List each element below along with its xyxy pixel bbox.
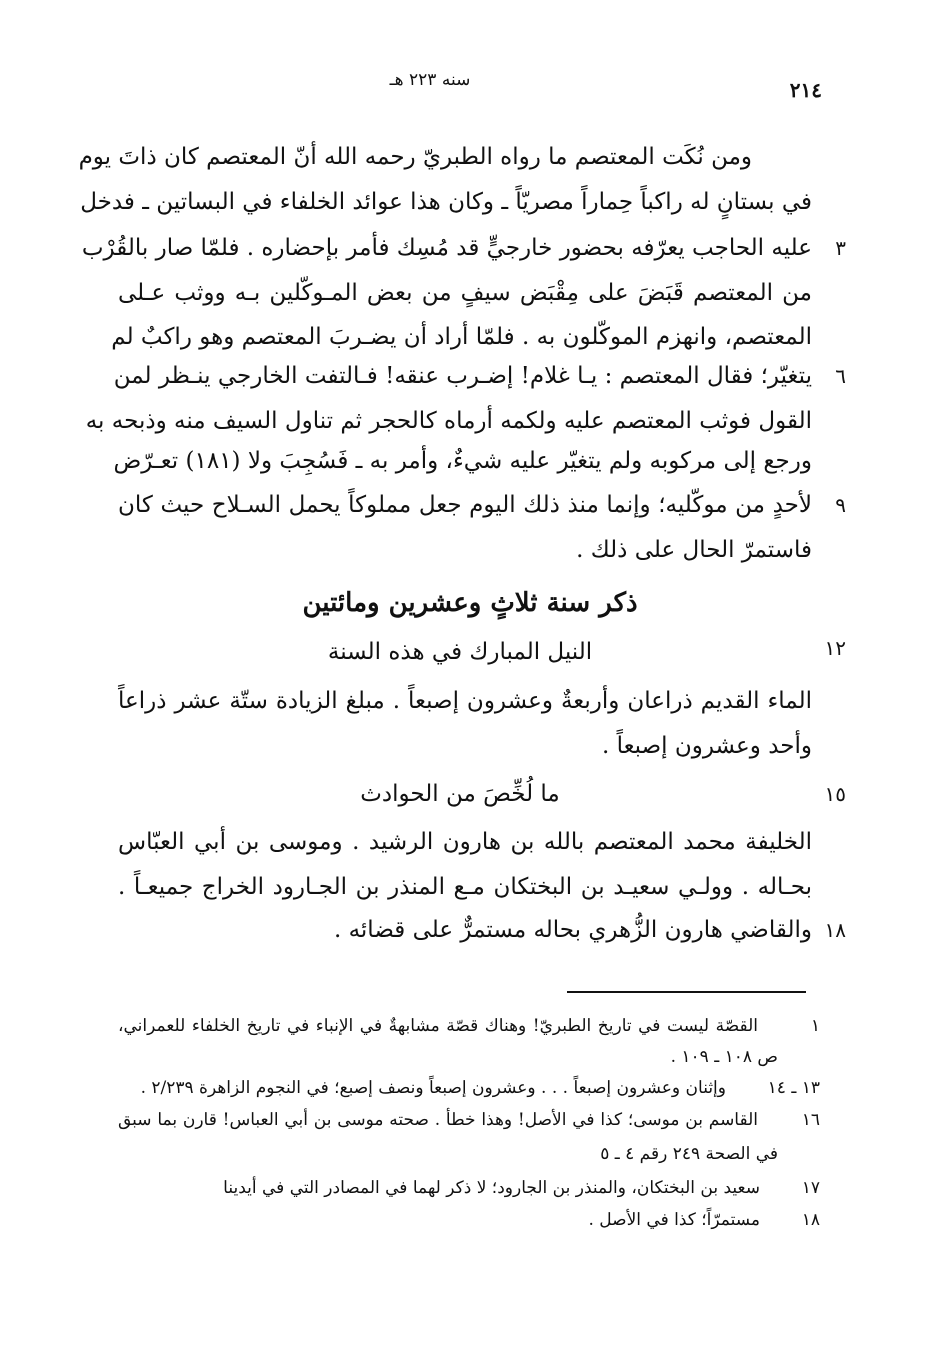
footnote-line: القاسم بن موسى؛ كذا في الأصل! وهذا خطأ . صحته موسى بن أبي العباس! قارن بما سبق	[118, 1110, 758, 1130]
body-line: في بستانٍ له راكباً حِماراً مصريّاً ـ وكان هذا عوائد الخلفاء في البساتين ـ فدخل	[80, 189, 812, 215]
footnote-line: القصّة ليست في تاريخ الطبريّ! وهناك قصّة مشابهةٌ في الإنباء في تاريخ الخلفاء للعمراني،	[118, 1016, 758, 1036]
body-line: المعتصم، وانهزم الموكّلون به . فلمّا أراد أن يضـربَ المعتصم وهو راكبٌ لم	[111, 324, 812, 350]
events-line: والقاضي هارون الزُّهري بحاله مستمرٌّ على قضائه .	[333, 917, 812, 943]
footnote-number: ١٦	[801, 1110, 820, 1130]
line-number: ١٥	[824, 782, 846, 806]
footnote-number: ١	[810, 1016, 820, 1036]
body-line: عليه الحاجب يعرّفه بحضور خارجيٍّ قد مُسِك فأمر بإحضاره . فلمّا صار بالقُرْب	[81, 235, 812, 261]
line-number: ١٢	[824, 636, 846, 660]
footnote-line: سعيد بن البختكان، والمنذر بن الجارود؛ لا ذكر لهما في المصادر التي في أيدينا	[223, 1178, 760, 1198]
body-line: ورجع إلى مركوبه ولم يتغيّر عليه شيءٌ، وأمر به ـ فَسُجِبَ ولا (١٨١) تعـرّض	[113, 448, 812, 474]
body-line: القول فوثب المعتصم عليه ولكمه أرماه كالحجر ثم تناول السيف منه وذبحه به	[85, 408, 812, 434]
body-line: يتغيّر؛ فقال المعتصم : يـا غلام! إضـرب عنقه! فـالتفت الخارجي ينـظر لمن	[113, 363, 812, 389]
body-line: لأحدٍ من موكّليه؛ وإنما منذ ذلك اليوم جعل مملوكاً يحمل السـلاح حيث كان	[118, 492, 812, 518]
line-number: ٩	[835, 493, 846, 517]
footnote-number: ١٧	[801, 1178, 820, 1198]
running-header-title: سنه ٢٢٣ هـ	[389, 70, 471, 90]
subheading-nile: النيل المبارك في هذه السنة	[327, 639, 593, 665]
nile-line: الماء القديم ذراعان وأربعةٌ وعشرون إصبعاً . مبلغ الزيادة ستّة عشر ذراعاً	[118, 688, 812, 714]
page-number: ٢١٤	[789, 78, 822, 102]
footnote-line: في الصحة ٢٤٩ رقم ٤ ـ ٥	[600, 1144, 778, 1164]
body-line: فاستمرّ الحال على ذلك .	[576, 537, 812, 563]
events-line: بحـاله . وولـي سعيـد بن البختكان مـع المنذر بن الجـارود الخراج جميعـاً .	[118, 874, 812, 900]
nile-line: وأحد وعشرون إصبعاً .	[601, 733, 812, 759]
subheading-events: ما لُخِّصَ من الحوادث	[360, 781, 560, 807]
body-line: ومن نُكَت المعتصم ما رواه الطبريّ رحمه الله أنّ المعتصم كان ذاتَ يوم	[78, 144, 752, 170]
footnote-line: ص ١٠٨ ـ ١٠٩ .	[670, 1047, 778, 1067]
footnote-rule	[567, 991, 806, 993]
line-number: ١٨	[824, 918, 846, 942]
body-line: من المعتصم قَبَضَ على مِقْبَض سيفٍ من بعض المـوكّلين بـه ووثب عـلى	[118, 280, 812, 306]
line-number: ٦	[835, 364, 846, 388]
events-line: الخليفة محمد المعتصم بالله بن هارون الرشيد . وموسى بن أبي العبّاس	[118, 829, 812, 855]
line-number: ٣	[835, 236, 846, 260]
section-heading: ذكر سنة ثلاثٍ وعشرين ومائتين	[302, 588, 638, 618]
footnote-number: ١٣ ـ ١٤	[767, 1078, 820, 1098]
footnote-line: مستمرّاً؛ كذا في الأصل .	[588, 1210, 760, 1230]
footnote-line: وإثنان وعشرون إصبعاً . . . وعشرون إصبعاً ونصف إصبع؛ في النجوم الزاهرة ٢/٢٣٩ .	[140, 1078, 726, 1098]
footnote-number: ١٨	[801, 1210, 820, 1230]
